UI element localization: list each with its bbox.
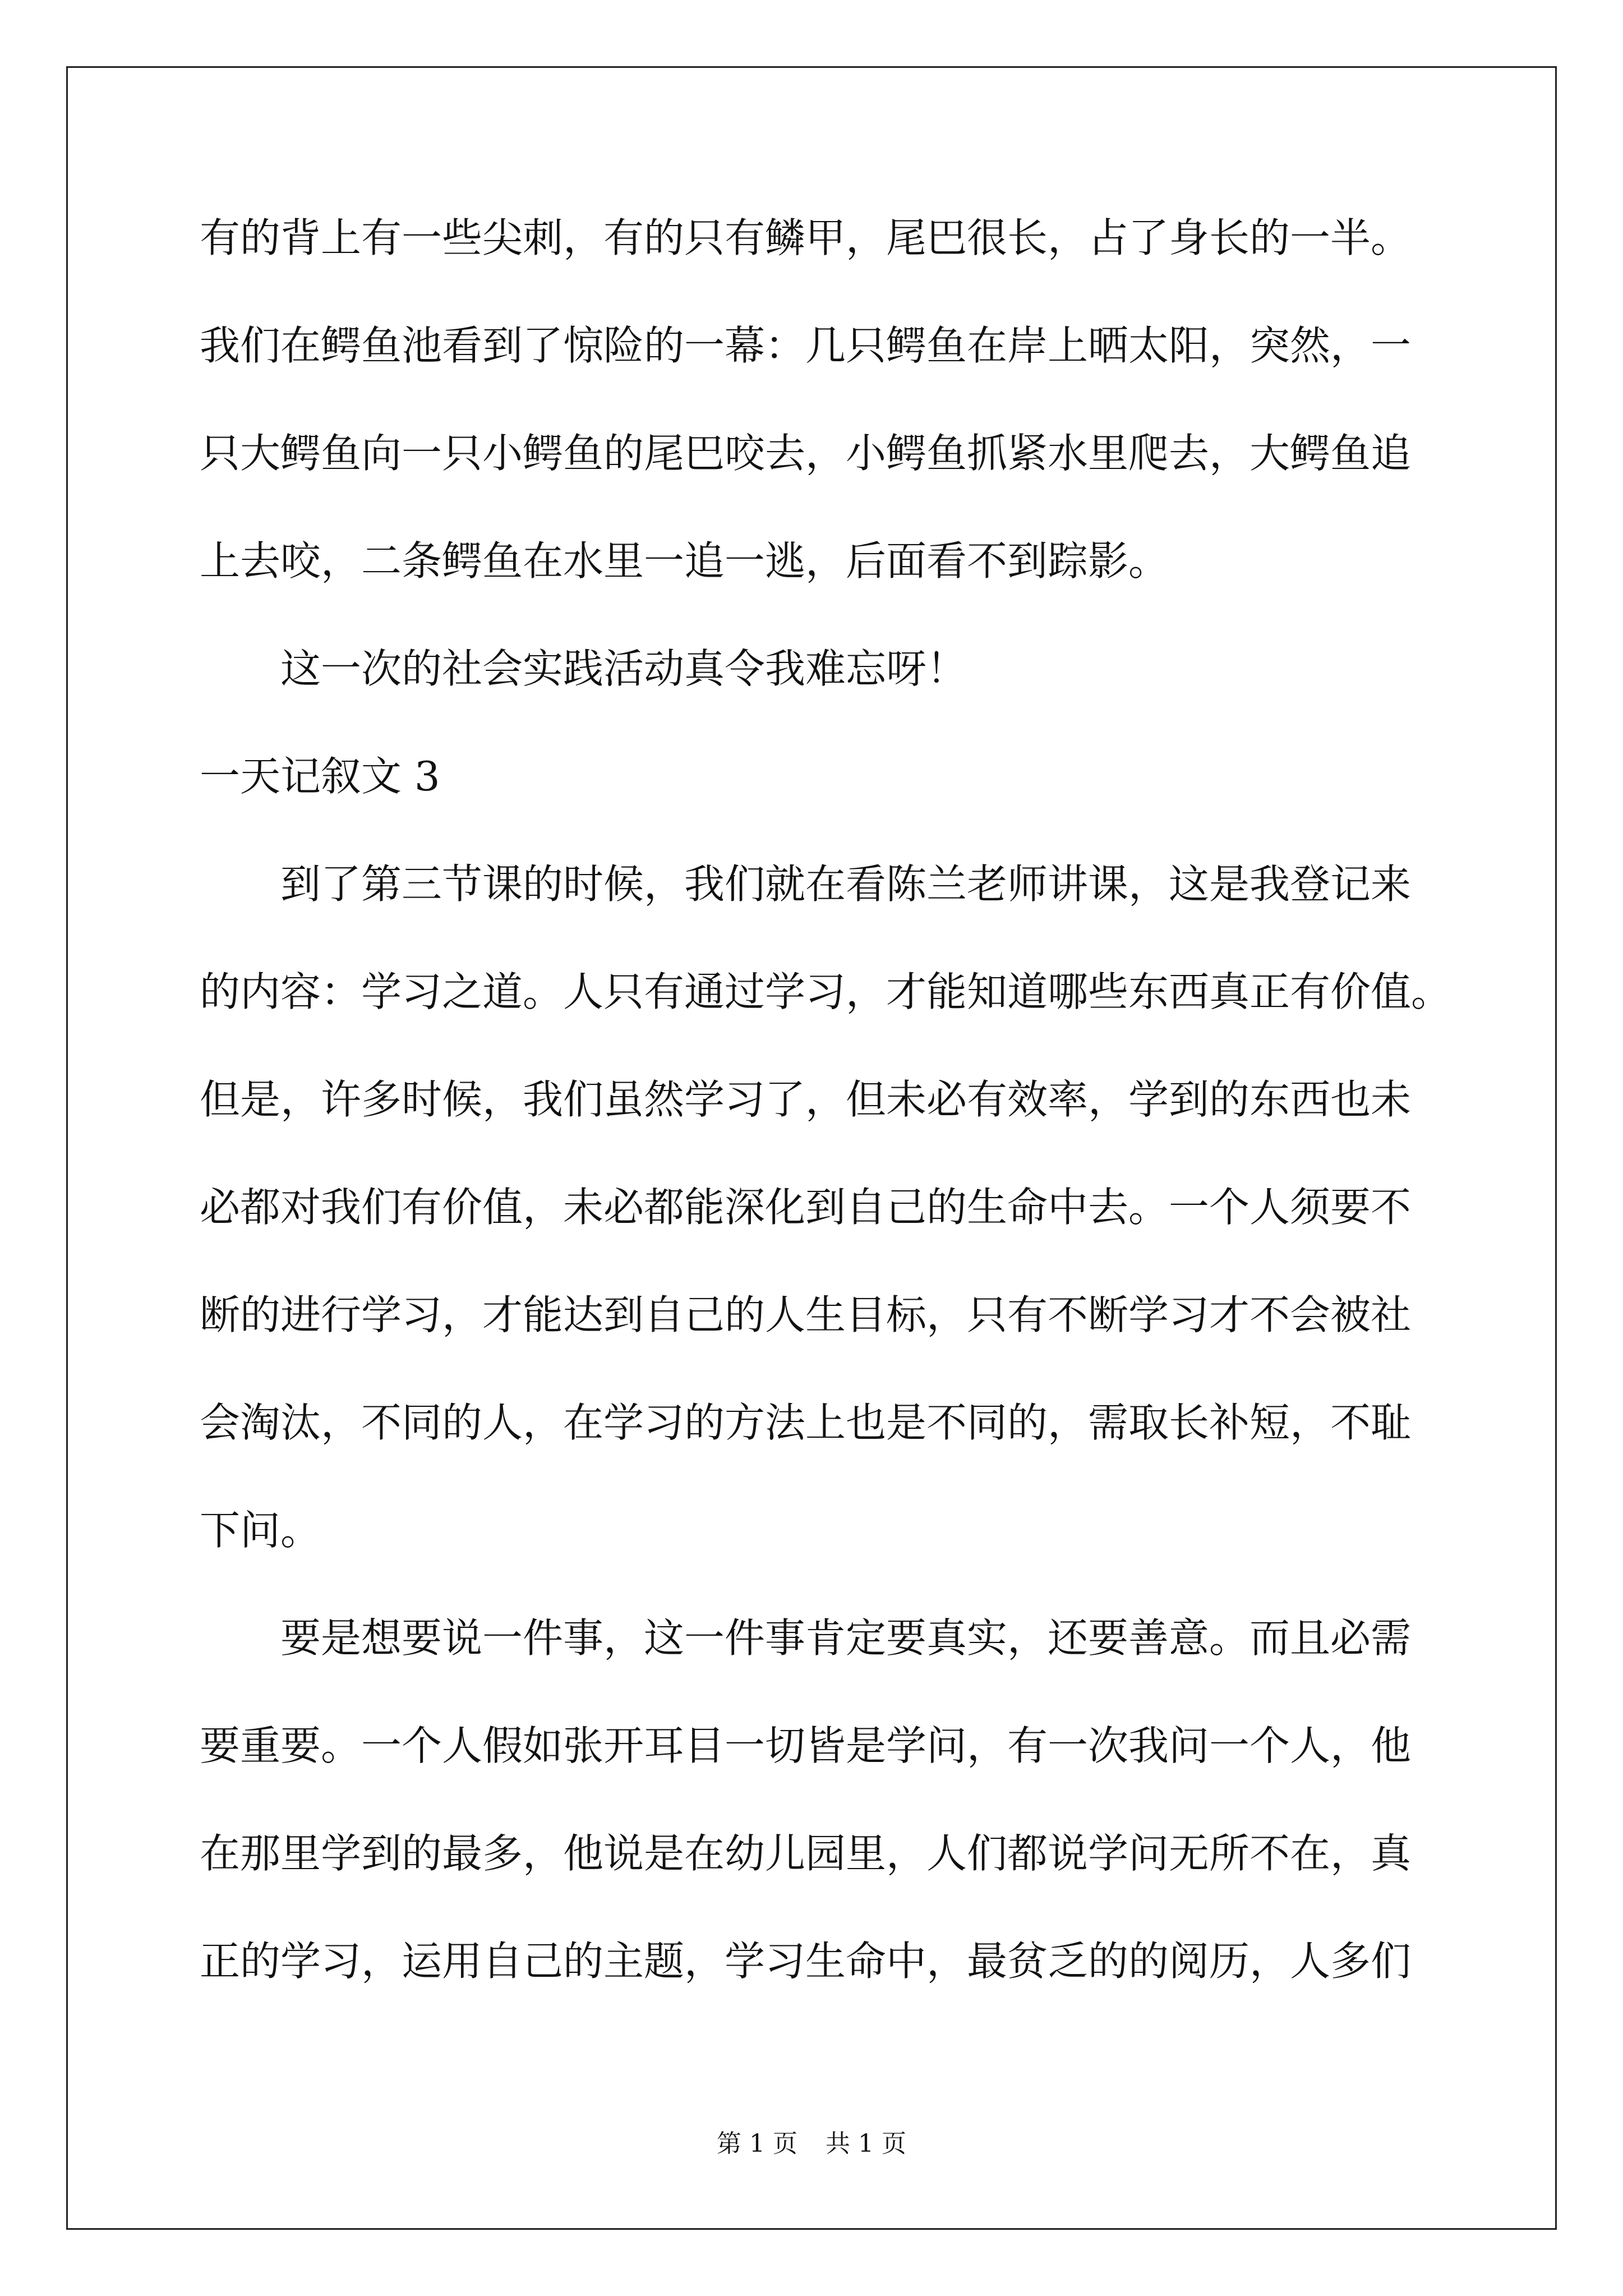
text-line-8: 的内容：学习之道。人只有通过学习，才能知道哪些东西真正有价值。: [200, 968, 1452, 1015]
text-line-16: 在那里学到的最多，他说是在幼儿园里，人们都说学问无所不在，真: [200, 1830, 1412, 1877]
text-line-11: 断的进行学习，才能达到自己的人生目标，只有不断学习才不会被社: [200, 1291, 1412, 1338]
text-line-17: 正的学习，运用自己的主题，学习生命中，最贫乏的的阅历，人多们: [200, 1938, 1412, 1985]
text-line-2: 我们在鳄鱼池看到了惊险的一幕：几只鳄鱼在岸上晒太阳，突然，一: [200, 322, 1412, 369]
text-line-4: 上去咬，二条鳄鱼在水里一追一逃，后面看不到踪影。: [200, 537, 1169, 585]
text-line-10: 必都对我们有价值，未必都能深化到自己的生命中去。一个人须要不: [200, 1184, 1412, 1231]
section-heading: 一天记叙文 3: [200, 753, 440, 800]
page-number-total: 共 1 页: [826, 2129, 906, 2158]
text-line-5: 这一次的社会实践活动真令我难忘呀！: [280, 645, 967, 692]
page-border: [66, 66, 1557, 2230]
text-line-3: 只大鳄鱼向一只小鳄鱼的尾巴咬去，小鳄鱼抓紧水里爬去，大鳄鱼追: [200, 430, 1412, 477]
text-line-15: 要重要。一个人假如张开耳目一切皆是学问，有一次我问一个人，他: [200, 1722, 1412, 1769]
text-line-9: 但是，许多时候，我们虽然学习了，但未必有效率，学到的东西也未: [200, 1076, 1412, 1123]
text-line-14: 要是想要说一件事，这一件事肯定要真实，还要善意。而且必需: [280, 1614, 1412, 1662]
text-line-13: 下问。: [200, 1507, 321, 1554]
text-line-7: 到了第三节课的时候，我们就在看陈兰老师讲课，这是我登记来: [280, 861, 1412, 908]
page-number-current: 第 1 页: [717, 2129, 797, 2158]
text-line-12: 会淘汰，不同的人，在学习的方法上也是不同的，需取长补短，不耻: [200, 1399, 1412, 1446]
page-footer: [0, 2129, 1623, 2158]
text-line-1: 有的背上有一些尖刺，有的只有鳞甲，尾巴很长，占了身长的一半。: [200, 214, 1412, 261]
